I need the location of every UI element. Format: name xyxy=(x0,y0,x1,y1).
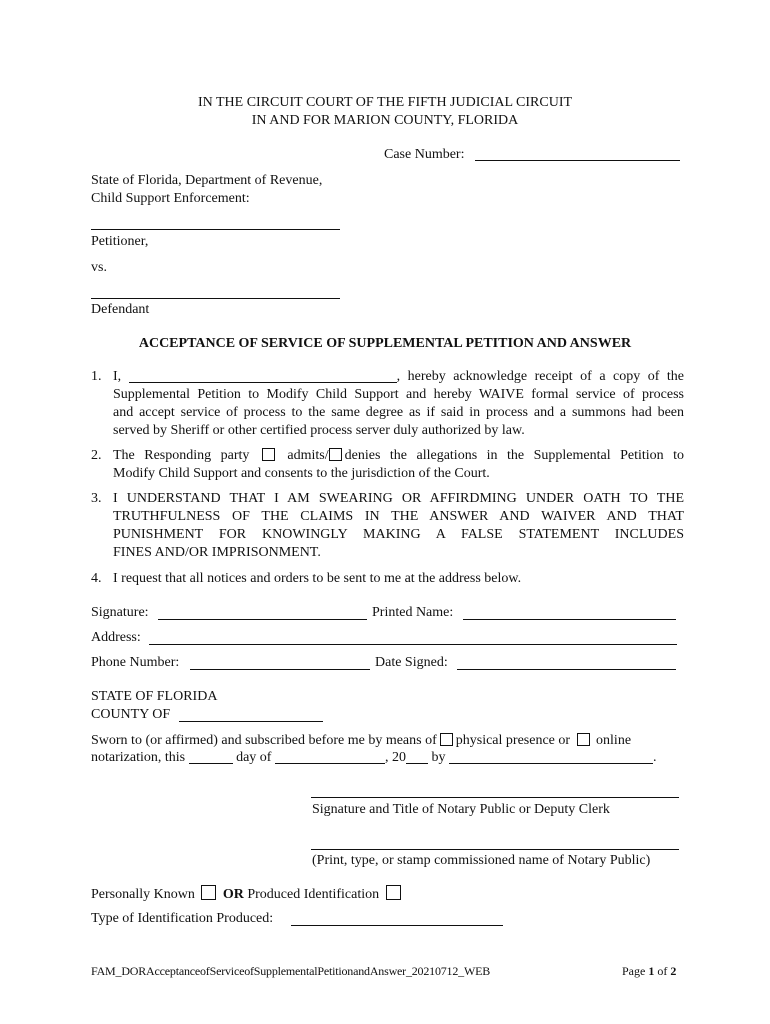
item-1-number: 1. xyxy=(91,369,102,384)
page-current: 1 xyxy=(648,964,655,978)
day-of-label: day of xyxy=(236,750,272,765)
admits-checkbox[interactable] xyxy=(262,448,275,461)
vs-label: vs. xyxy=(91,260,107,275)
item-1-line-2: Supplemental Petition to Modify Child Support and hereby WAIVE formal service of process xyxy=(113,387,684,402)
item-3-line-1: I UNDERSTAND THAT I AM SWEARING OR AFFIRDMING UNDER OATH TO THE xyxy=(113,491,684,506)
sworn-line-2 xyxy=(91,749,656,767)
printed-name-field[interactable] xyxy=(463,619,676,620)
item-3-line-2: TRUTHFULNESS OF THE CLAIMS IN THE ANSWER AND WAIVER AND THAT xyxy=(113,509,684,524)
item-2-part-3: denies the allegations in the Supplemental Petition to xyxy=(344,448,685,463)
item-1-line-4: served by Sheriff or other certified process server duly authorized by law. xyxy=(113,423,525,438)
document-title: ACCEPTANCE OF SERVICE OF SUPPLEMENTAL PETITION AND ANSWER xyxy=(138,336,632,351)
item-1-name-field[interactable] xyxy=(129,368,397,383)
item-3 xyxy=(113,490,684,562)
petitioner-label: Petitioner, xyxy=(91,234,149,249)
item-2-line-2: Modify Child Support and consents to the jurisdiction of the Court. xyxy=(113,466,490,481)
case-number-label: Case Number: xyxy=(384,147,465,162)
physical-presence-checkbox[interactable] xyxy=(440,733,453,746)
petitioner-name-line2: Child Support Enforcement: xyxy=(91,191,250,206)
produced-id-checkbox[interactable] xyxy=(386,885,401,900)
date-signed-field[interactable] xyxy=(457,669,676,670)
identification-line xyxy=(91,885,404,904)
notary-print-name-line[interactable] xyxy=(311,849,679,850)
address-label: Address: xyxy=(91,630,141,645)
item-3-number: 3. xyxy=(91,491,102,506)
page-word: Page xyxy=(622,964,646,978)
notary-by-field[interactable] xyxy=(449,749,653,764)
id-type-label: Type of Identification Produced: xyxy=(91,911,274,926)
produced-id-label: Produced Identification xyxy=(247,887,380,902)
sworn-period: . xyxy=(652,750,657,765)
page-indicator xyxy=(622,962,676,980)
item-2 xyxy=(113,447,684,483)
id-type-field[interactable] xyxy=(291,925,503,926)
year-prefix: , 20 xyxy=(384,750,406,765)
or-label: OR xyxy=(222,887,244,902)
item-1-line-1 xyxy=(113,368,684,386)
online-label: online xyxy=(596,733,632,748)
phone-label: Phone Number: xyxy=(91,655,180,670)
item-2-line-1 xyxy=(113,447,684,465)
item-4-text: I request that all notices and orders to be sent to me at the address below. xyxy=(113,571,522,586)
petitioner-line[interactable] xyxy=(91,229,340,230)
notary-county-field[interactable] xyxy=(179,721,323,722)
phone-field[interactable] xyxy=(190,669,370,670)
item-4-number: 4. xyxy=(91,571,102,586)
denies-checkbox[interactable] xyxy=(329,448,342,461)
notary-print-name-caption: (Print, type, or stamp commissioned name of Notary Public) xyxy=(312,853,651,868)
item-1-suffix: , hereby acknowledge receipt of a copy of the xyxy=(396,369,685,384)
personally-known-checkbox[interactable] xyxy=(201,885,216,900)
notarization-label: notarization, this xyxy=(91,750,186,765)
defendant-line[interactable] xyxy=(91,298,340,299)
form-id: FAM_DORAcceptanceofServiceofSupplementalPetitionandAnswer_20210712_WEB xyxy=(91,964,491,978)
item-1-line-3: and accept service of process to the same degree as if said in process and a summons had been xyxy=(113,405,684,420)
date-signed-label: Date Signed: xyxy=(375,655,448,670)
item-3-line-4: FINES AND/OR IMPRISONMENT. xyxy=(113,545,321,560)
page-total: 2 xyxy=(670,964,677,978)
notary-signature-line[interactable] xyxy=(311,797,679,798)
sworn-part-1: Sworn to (or affirmed) and subscribed before me by means of xyxy=(91,733,437,748)
signature-field[interactable] xyxy=(158,619,367,620)
notary-day-field[interactable] xyxy=(189,749,233,764)
online-checkbox[interactable] xyxy=(577,733,590,746)
defendant-label: Defendant xyxy=(91,302,150,317)
physical-presence-label: physical presence or xyxy=(455,733,571,748)
address-field[interactable] xyxy=(149,644,677,645)
notary-signature-caption: Signature and Title of Notary Public or Deputy Clerk xyxy=(312,802,610,817)
item-2-part-2: admits/ xyxy=(287,448,329,463)
petitioner-name-line1: State of Florida, Department of Revenue, xyxy=(91,173,323,188)
notary-state: STATE OF FLORIDA xyxy=(91,689,218,704)
of-word: of xyxy=(657,964,668,978)
court-line-1: IN THE CIRCUIT COURT OF THE FIFTH JUDICIAL CIRCUIT xyxy=(197,95,573,110)
notary-month-field[interactable] xyxy=(275,749,385,764)
item-3-line-3: PUNISHMENT FOR KNOWINGLY MAKING A FALSE STATEMENT INCLUDES xyxy=(113,527,684,542)
sworn-line-1 xyxy=(91,732,631,750)
item-1 xyxy=(113,368,684,440)
case-number-field[interactable] xyxy=(475,160,680,161)
item-2-number: 2. xyxy=(91,448,102,463)
item-1-prefix: I, xyxy=(113,369,122,384)
notary-county-label: COUNTY OF xyxy=(91,707,171,722)
court-line-2: IN AND FOR MARION COUNTY, FLORIDA xyxy=(251,113,519,128)
personally-known-label: Personally Known xyxy=(91,887,195,902)
by-label: by xyxy=(431,750,446,765)
signature-label: Signature: xyxy=(91,605,149,620)
item-2-part-1: The Responding party xyxy=(113,448,250,463)
notary-year-field[interactable] xyxy=(406,749,428,764)
printed-name-label: Printed Name: xyxy=(372,605,454,620)
